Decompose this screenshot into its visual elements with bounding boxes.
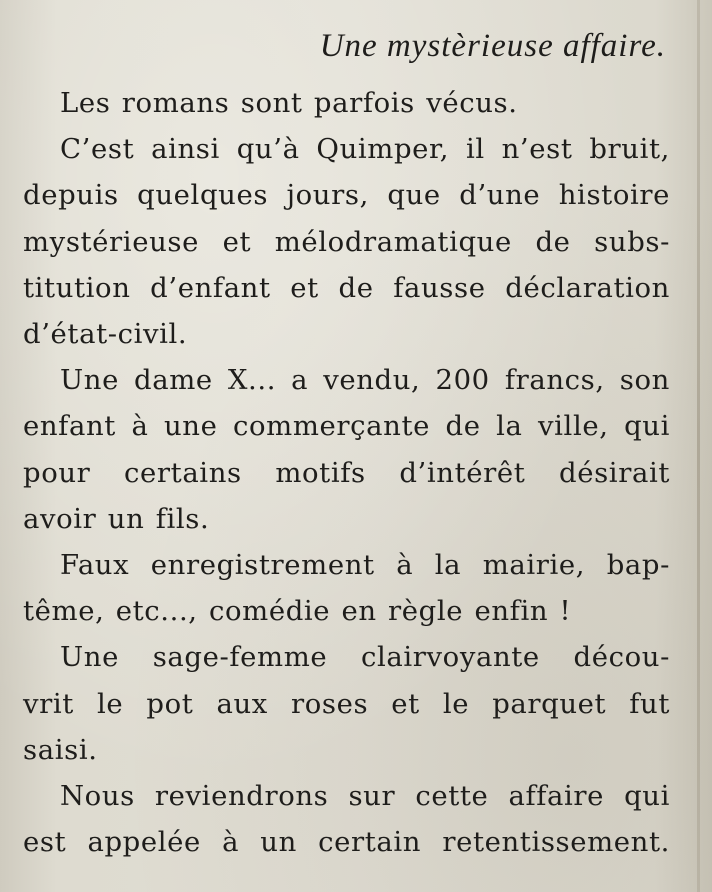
article-line: est appelée à un certain retentissement. [23, 826, 670, 859]
article-line: Une dame X... a vendu, 200 francs, son [60, 364, 670, 397]
article-line: Faux enregistrement à la mairie, bap- [60, 549, 670, 582]
article-line: tême, etc..., comédie en règle enfin ! [23, 595, 572, 628]
article-line: titution d’enfant et de fausse déclaration [23, 271, 670, 304]
article-line: Les romans sont parfois vécus. [60, 87, 518, 119]
article-line: mystérieuse et mélodramatique de subs- [23, 225, 670, 258]
article-line: d’état-civil. [23, 318, 188, 351]
article-line: enfant à une commerçante de la ville, qui [23, 410, 670, 443]
article-headline: Une mystèrieuse affaire. [319, 28, 666, 64]
article-line: Nous reviendrons sur cette affaire qui [60, 780, 670, 813]
article-line: vrit le pot aux roses et le parquet fut [23, 687, 670, 720]
article-line: pour certains motifs d’intérêt désirait [23, 456, 670, 489]
article-line: Une sage-femme clairvoyante décou- [60, 641, 670, 674]
article-line: saisi. [23, 733, 98, 766]
article-line: avoir un fils. [23, 502, 210, 535]
article-body [23, 80, 670, 865]
column-rule [697, 0, 700, 892]
article-line: depuis quelques jours, que d’une histoire [23, 179, 670, 212]
article-line: C’est ainsi qu’à Quimper, il n’est bruit, [60, 133, 670, 166]
